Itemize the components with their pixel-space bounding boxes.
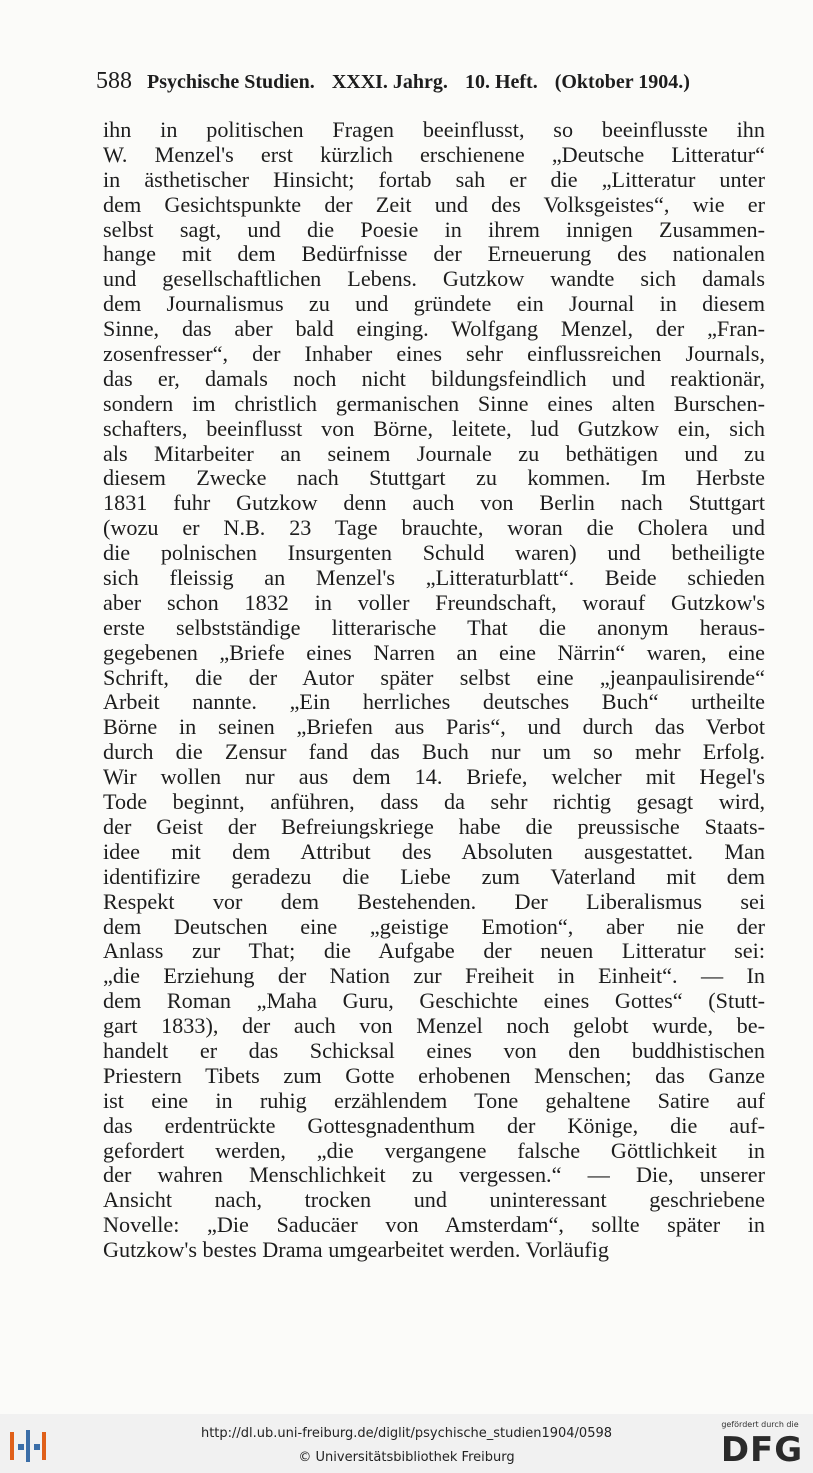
text-line: Tode beginnt, anführen, dass da sehr richtig gesagt wird,: [103, 790, 765, 815]
text-line: Priestern Tibets zum Gotte erhobenen Menschen; das Ganze: [103, 1063, 765, 1088]
text-line: durch die Zensur fand das Buch nur um so mehr Erfolg.: [103, 740, 765, 765]
page-number: 588: [96, 68, 132, 94]
text-line: hange mit dem Bedürfnisse der Erneuerung des nationalen: [103, 242, 765, 267]
text-line: schafters, beeinflusst von Börne, leitete, lud Gutzkow ein, sich: [103, 416, 765, 441]
text-line: dem Deutschen eine „geistige Emotion“, aber nie der: [103, 914, 765, 939]
text-line: Novelle: „Die Saducäer von Amsterdam“, sollte später in: [103, 1213, 765, 1238]
text-line: Respekt vor dem Bestehenden. Der Liberalismus sei: [103, 889, 765, 914]
text-line: Sinne, das aber bald einging. Wolfgang Menzel, der „Fran-: [103, 317, 765, 342]
text-line: die polnischen Insurgenten Schuld waren) und betheiligte: [103, 541, 765, 566]
text-line: sich fleissig an Menzel's „Litteraturblatt“. Beide schieden: [103, 566, 765, 591]
text-line: W. Menzel's erst kürzlich erschienene „Deutsche Litteratur“: [103, 142, 765, 167]
body-text: [103, 118, 765, 1263]
text-line: der Geist der Befreiungskriege habe die preussische Staats-: [103, 814, 765, 839]
text-line: dem Journalismus zu und gründete ein Journal in diesem: [103, 292, 765, 317]
text-line: Arbeit nannte. „Ein herrliches deutsches Buch“ urtheilte: [103, 690, 765, 715]
journal-title: Psychische Studien.: [147, 71, 315, 93]
text-line: Wir wollen nur aus dem 14. Briefe, welcher mit Hegel's: [103, 765, 765, 790]
text-line: das er, damals noch nicht bildungsfeindlich und reaktionär,: [103, 366, 765, 391]
text-line: (wozu er N.B. 23 Tage brauchte, woran die Cholera und: [103, 516, 765, 541]
text-line: aber schon 1832 in voller Freundschaft, worauf Gutzkow's: [103, 590, 765, 615]
text-line: dem Gesichtspunkte der Zeit und des Volksgeistes“, wie er: [103, 192, 765, 217]
text-line: der wahren Menschlichkeit zu vergessen.“ — Die, unserer: [103, 1163, 765, 1188]
text-line: gefordert werden, „die vergangene falsche Göttlichkeit in: [103, 1138, 765, 1163]
issue-label: 10. Heft.: [464, 71, 538, 93]
text-line: zosenfresser“, der Inhaber eines sehr einflussreichen Journals,: [103, 342, 765, 367]
text-line: idee mit dem Attribut des Absoluten ausgestattet. Man: [103, 839, 765, 864]
text-line: gegebenen „Briefe eines Narren an eine Närrin“ waren, eine: [103, 640, 765, 665]
text-line: in ästhetischer Hinsicht; fortab sah er die „Litteratur unter: [103, 167, 765, 192]
text-line: „die Erziehung der Nation zur Freiheit in Einheit“. — In: [103, 964, 765, 989]
volume-label: XXXI. Jahrg.: [331, 71, 448, 93]
dfg-logo: DFG: [720, 1430, 804, 1470]
text-line: sondern im christlich germanischen Sinne eines alten Burschen-: [103, 391, 765, 416]
text-line: handelt er das Schicksal eines von den buddhistischen: [103, 1038, 765, 1063]
viewer-footer: [0, 1414, 813, 1473]
text-line: selbst sagt, und die Poesie in ihrem innigen Zusammen-: [103, 217, 765, 242]
text-line: Gutzkow's bestes Drama umgearbeitet werden. Vorläufig: [103, 1238, 609, 1263]
text-line: identifizire geradezu die Liebe zum Vaterland mit dem: [103, 864, 765, 889]
copyright-notice: © Universitätsbibliothek Freiburg: [298, 1450, 515, 1465]
text-line: gart 1833), der auch von Menzel noch gelobt wurde, be-: [103, 1014, 765, 1039]
page-permalink[interactable]: http://dl.ub.uni-freiburg.de/diglit/psychische_studien1904/0598: [200, 1426, 613, 1441]
funding-note: gefördert durch die: [721, 1420, 799, 1429]
text-line: ist eine in ruhig erzählendem Tone gehaltene Satire auf: [103, 1088, 765, 1113]
text-line: Börne in seinen „Briefen aus Paris“, und durch das Verbot: [103, 715, 765, 740]
text-line: als Mitarbeiter an seinem Journale zu bethätigen und zu: [103, 441, 765, 466]
text-line: Ansicht nach, trocken und uninteressant geschriebene: [103, 1188, 765, 1213]
text-line: das erdentrückte Gottesgnadenthum der Könige, die auf-: [103, 1113, 765, 1138]
issue-date: (Oktober 1904.): [554, 71, 690, 93]
running-header: [96, 68, 766, 98]
text-line: ihn in politischen Fragen beeinflusst, so beeinflusste ihn: [103, 118, 765, 142]
text-line: Schrift, die der Autor später selbst eine „jeanpaulisirende“: [103, 665, 765, 690]
text-line: und gesellschaftlichen Lebens. Gutzkow wandte sich damals: [103, 267, 765, 292]
text-line: diesem Zwecke nach Stuttgart zu kommen. Im Herbste: [103, 466, 765, 491]
text-line: 1831 fuhr Gutzkow denn auch von Berlin nach Stuttgart: [103, 491, 765, 516]
text-line: Anlass zur That; die Aufgabe der neuen Litteratur sei:: [103, 939, 765, 964]
text-line: dem Roman „Maha Guru, Geschichte eines Gottes“ (Stutt-: [103, 989, 765, 1014]
text-line: erste selbstständige litterarische That die anonym heraus-: [103, 615, 765, 640]
